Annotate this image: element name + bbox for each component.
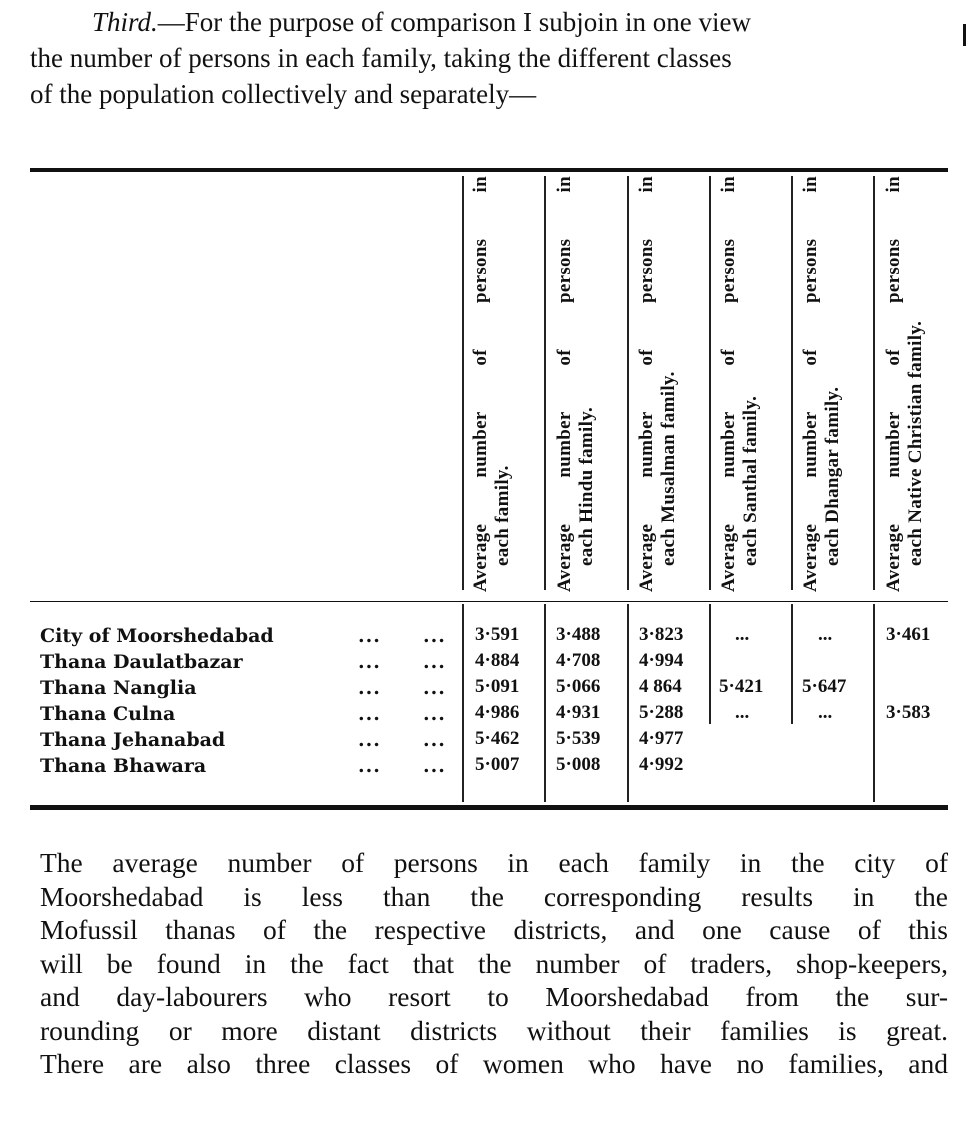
- header-line-1: Average number of persons in: [636, 176, 657, 592]
- margin-mark: [963, 24, 966, 46]
- table-cell: 4 864: [639, 676, 682, 697]
- table-cell: ...: [735, 702, 750, 723]
- row-label: City of Moorshedabad: [40, 625, 274, 647]
- row-label: Thana Jehanabad: [40, 729, 226, 751]
- paragraph-line: Mofussil thanas of the respective districts, and one cause of this: [40, 914, 948, 945]
- header-line-2: each Dhangar family.: [822, 386, 843, 566]
- table-cell: 4·992: [639, 754, 684, 775]
- header-col-musalman: [636, 176, 716, 592]
- header-divider: [709, 176, 711, 590]
- table-cell: 4·931: [556, 702, 601, 723]
- table-cell: 5·008: [556, 754, 601, 775]
- header-line-1: Average number of persons in: [470, 176, 491, 592]
- header-divider: [873, 176, 875, 590]
- table-top-rule: [30, 168, 948, 172]
- paragraph-line: There are also three classes of women who have no families, and: [40, 1048, 948, 1079]
- table-cell: 4·986: [475, 702, 520, 723]
- header-bottom-rule: [30, 601, 948, 602]
- header-col-native-christian: [883, 176, 963, 592]
- table-cell: ...: [735, 624, 750, 645]
- table-cell: 5·007: [475, 754, 520, 775]
- table-cell: 5·066: [556, 676, 601, 697]
- header-line-2: each Native Christian family.: [905, 320, 926, 566]
- header-line-2: each family.: [492, 465, 513, 566]
- table-cell: 5·288: [639, 702, 684, 723]
- intro-line-2: the number of persons in each family, taking the different classes: [30, 43, 732, 73]
- leader-dots: ...: [358, 703, 381, 725]
- body-divider: [462, 604, 464, 802]
- header-divider: [544, 176, 546, 590]
- header-col-dhangar: [800, 176, 880, 592]
- body-divider: [544, 604, 546, 802]
- intro-line-1: [30, 4, 950, 40]
- body-divider: [709, 604, 711, 724]
- header-col-santhal: [718, 176, 798, 592]
- row-label: Thana Culna: [40, 703, 176, 725]
- header-line-1: Average number of persons in: [554, 176, 575, 592]
- intro-paragraph: [30, 4, 950, 112]
- table-cell: 3·461: [886, 624, 931, 645]
- paragraph-line: The average number of persons in each family in the city of: [40, 847, 948, 878]
- leader-dots: ...: [358, 729, 381, 751]
- row-label: Thana Daulatbazar: [40, 651, 243, 673]
- header-col-total: [470, 176, 550, 592]
- header-divider: [462, 176, 464, 590]
- leader-dots: ...: [423, 677, 446, 699]
- leader-dots: ...: [358, 677, 381, 699]
- table-cell: 3·583: [886, 702, 931, 723]
- row-label: Thana Nanglia: [40, 677, 197, 699]
- paragraph-line: will be found in the fact that the number of traders, shop-keepers,: [40, 947, 948, 979]
- leader-dots: ...: [423, 755, 446, 777]
- header-line-2: each Hindu family.: [576, 406, 597, 566]
- leader-dots: ...: [358, 651, 381, 673]
- table-cell: 4·977: [639, 728, 684, 749]
- body-paragraph: [40, 846, 948, 1081]
- table-cell: 5·091: [475, 676, 520, 697]
- body-divider: [791, 604, 793, 724]
- leader-dots: ...: [423, 625, 446, 647]
- paragraph-line: rounding or more distant districts without their families is great.: [40, 1014, 948, 1046]
- header-line-1: Average number of persons in: [883, 176, 904, 592]
- header-line-2: each Musalman family.: [658, 371, 679, 566]
- intro-line-3: of the population collectively and separately—: [30, 79, 537, 109]
- leader-dots: ...: [358, 755, 381, 777]
- table-cell: 5·647: [802, 676, 847, 697]
- header-col-hindu: [554, 176, 634, 592]
- header-divider: [627, 176, 629, 590]
- intro-lead: Third.: [92, 7, 158, 37]
- header-line-2: each Santhal family.: [740, 395, 761, 566]
- table-cell: 4·708: [556, 650, 601, 671]
- leader-dots: ...: [423, 703, 446, 725]
- leader-dots: ...: [358, 625, 381, 647]
- table-cell: ...: [818, 702, 833, 723]
- table-cell: 4·994: [639, 650, 684, 671]
- table-cell: 5·421: [719, 676, 764, 697]
- header-line-1: Average number of persons in: [718, 176, 739, 592]
- table-cell: 3·591: [475, 624, 520, 645]
- body-divider: [627, 604, 629, 802]
- table-cell: 5·539: [556, 728, 601, 749]
- body-divider: [873, 604, 875, 802]
- row-label: Thana Bhawara: [40, 755, 207, 777]
- paragraph-line: and day-labourers who resort to Moorshedabad from the sur-: [40, 981, 948, 1012]
- header-line-1: Average number of persons in: [800, 176, 821, 592]
- table-cell: 4·884: [475, 650, 520, 671]
- header-divider: [791, 176, 793, 590]
- leader-dots: ...: [423, 651, 446, 673]
- table-cell: 3·488: [556, 624, 601, 645]
- table-bottom-rule: [30, 805, 948, 810]
- table-cell: 3·823: [639, 624, 684, 645]
- intro-line-1-text: —For the purpose of comparison I subjoin in one view: [157, 7, 751, 37]
- leader-dots: ...: [423, 729, 446, 751]
- table-cell: 5·462: [475, 728, 520, 749]
- table-cell: ...: [818, 624, 833, 645]
- paragraph-line: Moorshedabad is less than the corresponding results in the: [40, 880, 948, 912]
